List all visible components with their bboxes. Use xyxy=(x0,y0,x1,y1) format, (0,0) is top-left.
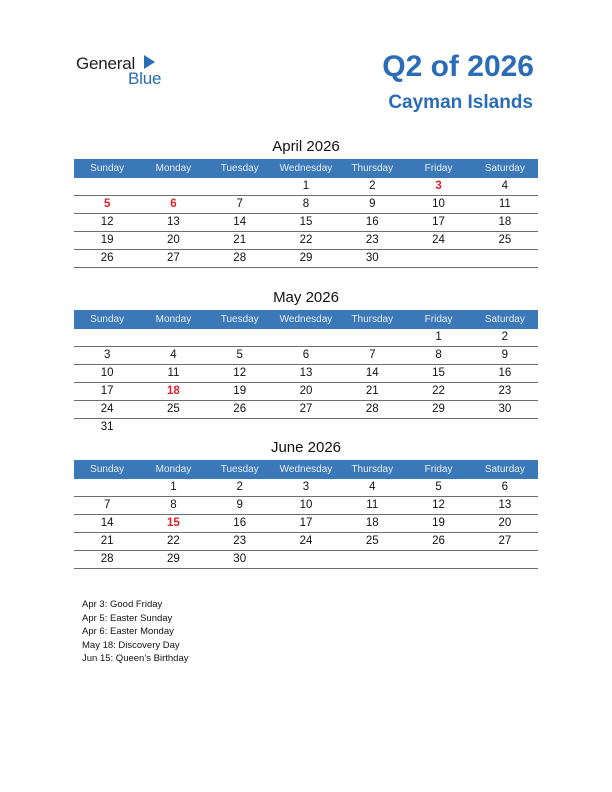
day-cell: 10 xyxy=(273,497,339,515)
day-cell: 12 xyxy=(207,365,273,383)
day-cell: 24 xyxy=(273,533,339,551)
day-cell: 25 xyxy=(140,401,206,419)
logo-triangle-icon xyxy=(144,55,155,69)
weekday-label: Friday xyxy=(424,163,453,174)
day-cell: 27 xyxy=(472,533,538,551)
day-cell: 28 xyxy=(207,250,273,268)
day-cell: 4 xyxy=(339,479,405,497)
day-cell: 24 xyxy=(74,401,140,419)
day-cell: 17 xyxy=(74,383,140,401)
day-cell: 6 xyxy=(273,347,339,365)
day-cell: 2 xyxy=(472,329,538,347)
weekday-label: Monday xyxy=(155,314,192,325)
empty-day-cell xyxy=(339,551,405,569)
day-cell: 9 xyxy=(339,196,405,214)
day-cell: 6 xyxy=(472,479,538,497)
day-cell: 21 xyxy=(339,383,405,401)
empty-day-cell xyxy=(472,419,538,436)
holiday-note: May 18: Discovery Day xyxy=(82,639,180,651)
day-cell: 12 xyxy=(74,214,140,232)
day-cell: 9 xyxy=(207,497,273,515)
day-cell: 11 xyxy=(140,365,206,383)
day-cell: 30 xyxy=(339,250,405,268)
month-april xyxy=(74,137,538,268)
day-cell: 27 xyxy=(273,401,339,419)
day-cell: 19 xyxy=(74,232,140,250)
holiday-note: Apr 3: Good Friday xyxy=(82,599,163,610)
day-cell: 14 xyxy=(207,214,273,232)
quarter-title: Q2 of 2026 xyxy=(382,50,534,83)
day-cell: 13 xyxy=(472,497,538,515)
day-cell: 15 xyxy=(405,365,471,383)
day-cell: 26 xyxy=(74,250,140,268)
weekday-label: Monday xyxy=(155,163,192,174)
day-cell: 29 xyxy=(273,250,339,268)
day-cell: 18 xyxy=(472,214,538,232)
day-cell: 31 xyxy=(100,421,114,433)
day-cell: 19 xyxy=(405,515,471,533)
empty-day-cell xyxy=(339,419,405,436)
day-cell: 18 xyxy=(339,515,405,533)
day-cell: 14 xyxy=(74,515,140,533)
day-cell: 28 xyxy=(74,551,140,569)
weekday-label: Wednesday xyxy=(279,163,333,174)
weekday-label: Sunday xyxy=(90,163,125,174)
day-cell: 6 xyxy=(140,196,206,214)
empty-day-cell xyxy=(140,329,206,347)
month-title: April 2026 xyxy=(272,138,340,155)
logo-blue-text: Blue xyxy=(128,69,162,88)
day-cell: 5 xyxy=(207,347,273,365)
day-cell: 29 xyxy=(405,401,471,419)
empty-day-cell xyxy=(273,419,339,436)
holiday-notes xyxy=(82,598,189,666)
empty-day-cell xyxy=(273,329,339,347)
empty-day-cell xyxy=(74,178,140,196)
day-grid xyxy=(74,479,538,569)
day-cell: 13 xyxy=(140,214,206,232)
weekday-label: Thursday xyxy=(351,314,394,325)
weekday-label: Saturday xyxy=(484,314,525,325)
day-cell: 11 xyxy=(472,196,538,214)
day-cell: 13 xyxy=(273,365,339,383)
month-june xyxy=(74,438,538,569)
day-cell: 25 xyxy=(472,232,538,250)
month-title: June 2026 xyxy=(270,439,342,456)
holiday-note: Apr 5: Easter Sunday xyxy=(82,612,173,624)
weekday-label: Wednesday xyxy=(279,314,333,325)
day-cell: 15 xyxy=(140,515,206,533)
day-cell: 3 xyxy=(273,479,339,497)
day-cell: 30 xyxy=(472,401,538,419)
day-cell: 4 xyxy=(140,347,206,365)
day-cell: 16 xyxy=(472,365,538,383)
empty-day-cell xyxy=(273,551,339,569)
day-cell: 14 xyxy=(339,365,405,383)
empty-day-cell xyxy=(405,551,471,569)
weekday-label: Thursday xyxy=(351,464,394,475)
day-cell: 23 xyxy=(339,232,405,250)
month-title: May 2026 xyxy=(273,289,339,306)
day-cell: 1 xyxy=(140,479,206,497)
empty-day-cell xyxy=(207,178,273,196)
day-cell: 21 xyxy=(207,232,273,250)
empty-day-cell xyxy=(472,250,538,268)
day-cell: 3 xyxy=(74,347,140,365)
day-cell: 1 xyxy=(405,329,471,347)
empty-day-cell xyxy=(472,551,538,569)
day-cell: 17 xyxy=(405,214,471,232)
empty-day-cell xyxy=(140,419,206,436)
empty-day-cell xyxy=(339,329,405,347)
day-cell: 21 xyxy=(74,533,140,551)
day-cell: 16 xyxy=(339,214,405,232)
day-cell: 10 xyxy=(405,196,471,214)
day-cell: 20 xyxy=(273,383,339,401)
day-cell: 28 xyxy=(339,401,405,419)
weekday-label: Tuesday xyxy=(220,314,259,325)
empty-day-cell xyxy=(207,329,273,347)
day-cell: 26 xyxy=(405,533,471,551)
country-name: Cayman Islands xyxy=(388,92,533,113)
weekday-label: Friday xyxy=(424,314,453,325)
day-cell: 30 xyxy=(207,551,273,569)
day-cell: 20 xyxy=(140,232,206,250)
weekday-label: Saturday xyxy=(484,163,525,174)
day-cell: 7 xyxy=(207,196,273,214)
month-may xyxy=(74,288,538,436)
day-cell: 22 xyxy=(140,533,206,551)
day-cell: 1 xyxy=(273,178,339,196)
day-cell: 18 xyxy=(140,383,206,401)
day-grid xyxy=(74,178,538,268)
weekday-header xyxy=(74,460,538,479)
weekday-label: Sunday xyxy=(90,314,125,325)
weekday-label: Wednesday xyxy=(279,464,333,475)
day-cell: 29 xyxy=(140,551,206,569)
day-cell: 2 xyxy=(339,178,405,196)
day-cell: 23 xyxy=(472,383,538,401)
weekday-header xyxy=(74,310,538,329)
day-cell: 5 xyxy=(74,196,140,214)
weekday-label: Sunday xyxy=(90,464,125,475)
day-grid xyxy=(74,329,538,436)
day-cell: 27 xyxy=(140,250,206,268)
day-cell: 11 xyxy=(339,497,405,515)
weekday-label: Monday xyxy=(155,464,192,475)
day-cell: 15 xyxy=(273,214,339,232)
day-cell: 5 xyxy=(405,479,471,497)
day-cell: 19 xyxy=(207,383,273,401)
day-cell: 8 xyxy=(273,196,339,214)
day-cell: 22 xyxy=(405,383,471,401)
day-cell: 26 xyxy=(207,401,273,419)
day-cell: 17 xyxy=(273,515,339,533)
generalblue-logo xyxy=(76,52,186,88)
day-cell: 9 xyxy=(472,347,538,365)
day-cell: 2 xyxy=(207,479,273,497)
day-cell: 7 xyxy=(339,347,405,365)
day-cell: 20 xyxy=(472,515,538,533)
day-cell: 16 xyxy=(207,515,273,533)
logo-general-text: General xyxy=(76,54,136,73)
empty-day-cell xyxy=(207,419,273,436)
weekday-header xyxy=(74,159,538,178)
day-cell: 8 xyxy=(140,497,206,515)
day-cell: 23 xyxy=(207,533,273,551)
day-cell: 12 xyxy=(405,497,471,515)
weekday-label: Tuesday xyxy=(220,163,259,174)
day-cell: 24 xyxy=(405,232,471,250)
day-cell: 3 xyxy=(405,178,471,196)
day-cell: 10 xyxy=(74,365,140,383)
holiday-note: Jun 15: Queen’s Birthday xyxy=(82,653,189,664)
empty-day-cell xyxy=(405,250,471,268)
day-cell: 22 xyxy=(273,232,339,250)
empty-day-cell xyxy=(74,479,140,497)
weekday-label: Thursday xyxy=(351,163,394,174)
day-cell: 8 xyxy=(405,347,471,365)
holiday-note: Apr 6: Easter Monday xyxy=(82,626,174,637)
weekday-label: Tuesday xyxy=(220,464,259,475)
weekday-label: Friday xyxy=(424,464,453,475)
day-cell: 7 xyxy=(74,497,140,515)
empty-day-cell xyxy=(405,419,471,436)
weekday-label: Saturday xyxy=(484,464,525,475)
day-cell: 25 xyxy=(339,533,405,551)
empty-day-cell xyxy=(140,178,206,196)
day-cell: 4 xyxy=(472,178,538,196)
empty-day-cell xyxy=(74,329,140,347)
